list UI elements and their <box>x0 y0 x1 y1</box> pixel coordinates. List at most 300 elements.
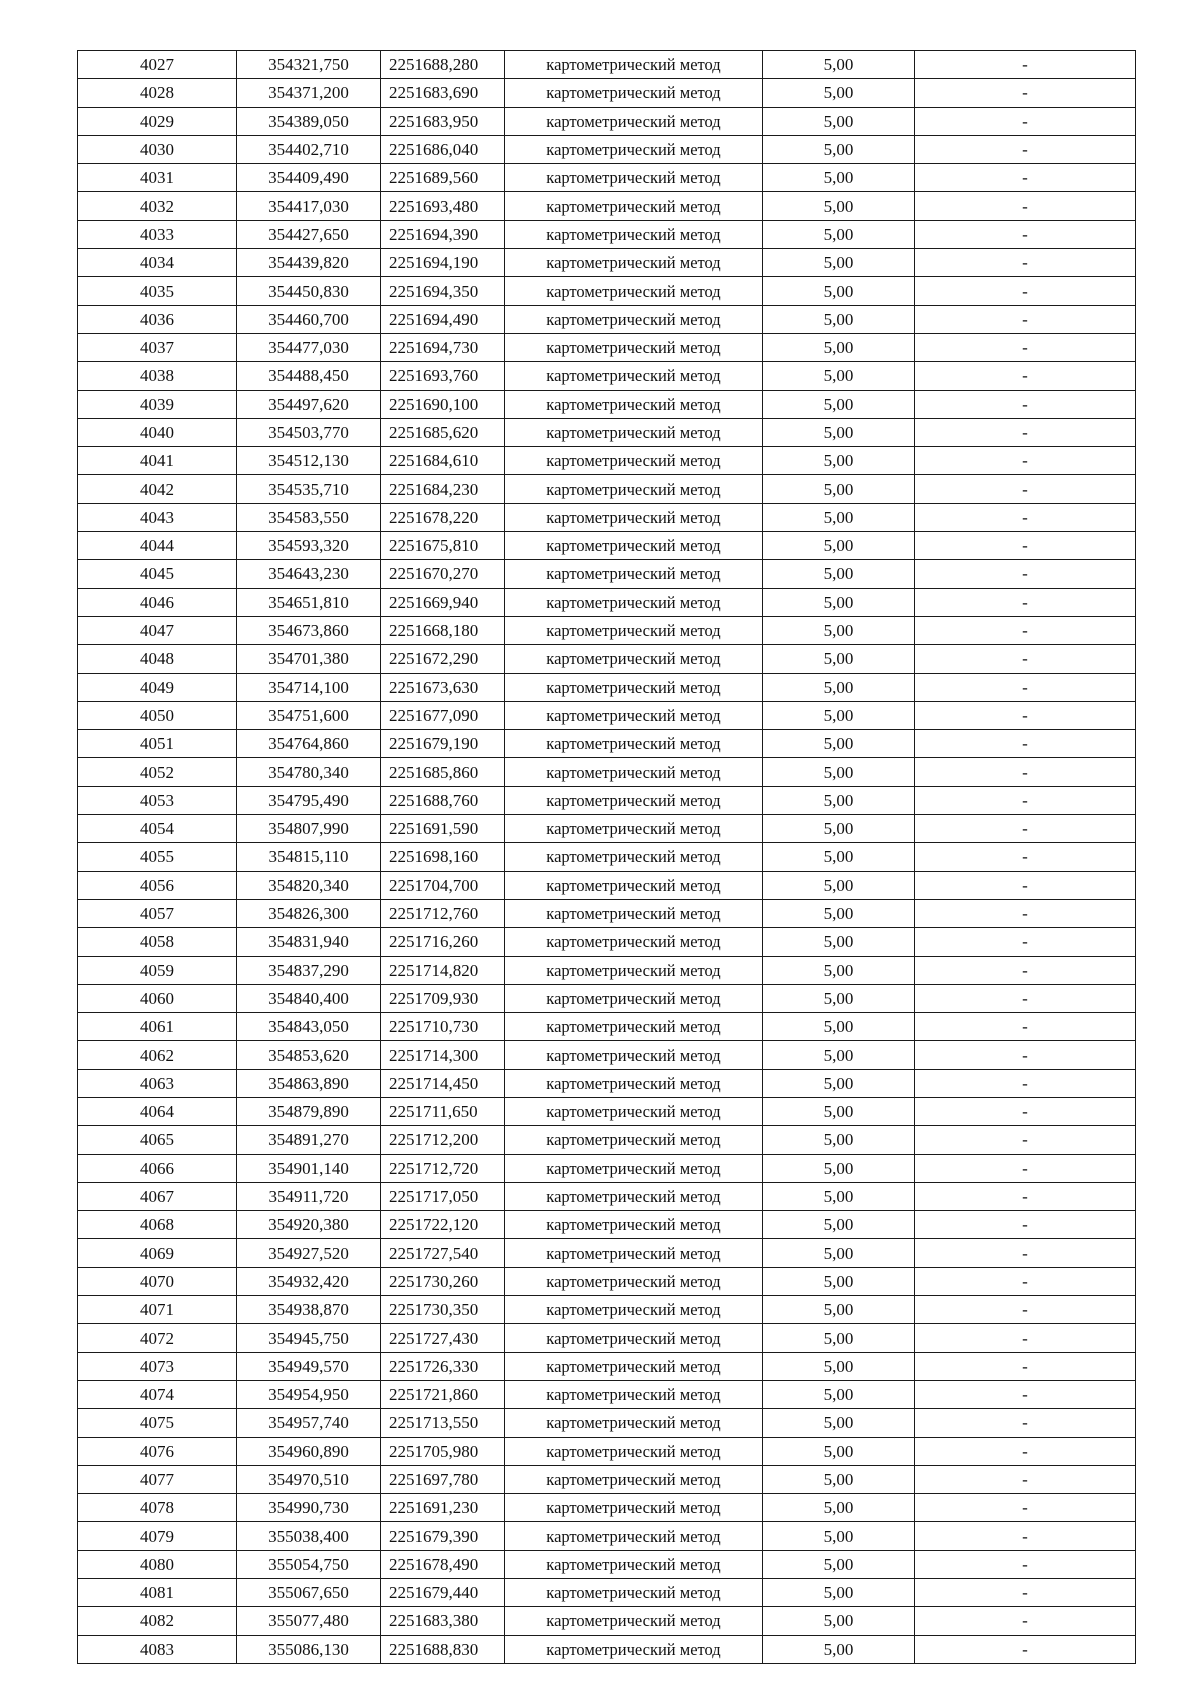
method-cell: картометрический метод <box>505 1097 763 1125</box>
table-row <box>78 418 1136 446</box>
point-number-cell: 4034 <box>78 249 237 277</box>
accuracy-cell: 5,00 <box>763 475 915 503</box>
method-cell: картометрический метод <box>505 701 763 729</box>
x-coordinate-cell: 354497,620 <box>237 390 381 418</box>
y-coordinate-cell: 2251730,350 <box>381 1296 505 1324</box>
accuracy-cell: 5,00 <box>763 1352 915 1380</box>
x-coordinate-cell: 354439,820 <box>237 249 381 277</box>
description-cell: - <box>915 984 1136 1012</box>
description-cell: - <box>915 1211 1136 1239</box>
description-cell: - <box>915 1126 1136 1154</box>
description-cell: - <box>915 107 1136 135</box>
point-number-cell: 4041 <box>78 447 237 475</box>
point-number-cell: 4073 <box>78 1352 237 1380</box>
y-coordinate-cell: 2251668,180 <box>381 616 505 644</box>
description-cell: - <box>915 192 1136 220</box>
table-row <box>78 249 1136 277</box>
y-coordinate-cell: 2251717,050 <box>381 1182 505 1210</box>
x-coordinate-cell: 354863,890 <box>237 1069 381 1097</box>
x-coordinate-cell: 354853,620 <box>237 1041 381 1069</box>
method-cell: картометрический метод <box>505 1607 763 1635</box>
point-number-cell: 4055 <box>78 843 237 871</box>
method-cell: картометрический метод <box>505 277 763 305</box>
y-coordinate-cell: 2251694,730 <box>381 333 505 361</box>
x-coordinate-cell: 354460,700 <box>237 305 381 333</box>
y-coordinate-cell: 2251688,760 <box>381 786 505 814</box>
table-row <box>78 1324 1136 1352</box>
point-number-cell: 4048 <box>78 645 237 673</box>
x-coordinate-cell: 354807,990 <box>237 815 381 843</box>
point-number-cell: 4076 <box>78 1437 237 1465</box>
accuracy-cell: 5,00 <box>763 758 915 786</box>
accuracy-cell: 5,00 <box>763 1069 915 1097</box>
point-number-cell: 4074 <box>78 1380 237 1408</box>
x-coordinate-cell: 354450,830 <box>237 277 381 305</box>
accuracy-cell: 5,00 <box>763 1182 915 1210</box>
point-number-cell: 4056 <box>78 871 237 899</box>
point-number-cell: 4029 <box>78 107 237 135</box>
x-coordinate-cell: 354901,140 <box>237 1154 381 1182</box>
point-number-cell: 4037 <box>78 333 237 361</box>
y-coordinate-cell: 2251694,350 <box>381 277 505 305</box>
y-coordinate-cell: 2251686,040 <box>381 135 505 163</box>
y-coordinate-cell: 2251677,090 <box>381 701 505 729</box>
y-coordinate-cell: 2251704,700 <box>381 871 505 899</box>
table-row <box>78 871 1136 899</box>
method-cell: картометрический метод <box>505 475 763 503</box>
table-row <box>78 758 1136 786</box>
description-cell: - <box>915 1635 1136 1663</box>
method-cell: картометрический метод <box>505 192 763 220</box>
method-cell: картометрический метод <box>505 786 763 814</box>
accuracy-cell: 5,00 <box>763 1494 915 1522</box>
y-coordinate-cell: 2251727,540 <box>381 1239 505 1267</box>
method-cell: картометрический метод <box>505 928 763 956</box>
y-coordinate-cell: 2251679,390 <box>381 1522 505 1550</box>
table-row <box>78 1069 1136 1097</box>
y-coordinate-cell: 2251714,300 <box>381 1041 505 1069</box>
table-row <box>78 843 1136 871</box>
point-number-cell: 4046 <box>78 588 237 616</box>
method-cell: картометрический метод <box>505 1182 763 1210</box>
y-coordinate-cell: 2251685,860 <box>381 758 505 786</box>
point-number-cell: 4062 <box>78 1041 237 1069</box>
method-cell: картометрический метод <box>505 1296 763 1324</box>
x-coordinate-cell: 354389,050 <box>237 107 381 135</box>
x-coordinate-cell: 354371,200 <box>237 79 381 107</box>
accuracy-cell: 5,00 <box>763 107 915 135</box>
x-coordinate-cell: 354593,320 <box>237 532 381 560</box>
accuracy-cell: 5,00 <box>763 333 915 361</box>
description-cell: - <box>915 701 1136 729</box>
method-cell: картометрический метод <box>505 560 763 588</box>
accuracy-cell: 5,00 <box>763 730 915 758</box>
point-number-cell: 4059 <box>78 956 237 984</box>
y-coordinate-cell: 2251730,260 <box>381 1267 505 1295</box>
table-row <box>78 560 1136 588</box>
description-cell: - <box>915 588 1136 616</box>
point-number-cell: 4068 <box>78 1211 237 1239</box>
point-number-cell: 4043 <box>78 503 237 531</box>
table-row <box>78 1607 1136 1635</box>
description-cell: - <box>915 51 1136 79</box>
point-number-cell: 4057 <box>78 899 237 927</box>
x-coordinate-cell: 354321,750 <box>237 51 381 79</box>
table-row <box>78 220 1136 248</box>
method-cell: картометрический метод <box>505 1465 763 1493</box>
accuracy-cell: 5,00 <box>763 418 915 446</box>
point-number-cell: 4060 <box>78 984 237 1012</box>
y-coordinate-cell: 2251683,380 <box>381 1607 505 1635</box>
accuracy-cell: 5,00 <box>763 1579 915 1607</box>
table-row <box>78 1465 1136 1493</box>
accuracy-cell: 5,00 <box>763 815 915 843</box>
method-cell: картометрический метод <box>505 390 763 418</box>
y-coordinate-cell: 2251712,720 <box>381 1154 505 1182</box>
y-coordinate-cell: 2251672,290 <box>381 645 505 673</box>
accuracy-cell: 5,00 <box>763 220 915 248</box>
table-row <box>78 1182 1136 1210</box>
description-cell: - <box>915 503 1136 531</box>
y-coordinate-cell: 2251713,550 <box>381 1409 505 1437</box>
y-coordinate-cell: 2251685,620 <box>381 418 505 446</box>
method-cell: картометрический метод <box>505 1069 763 1097</box>
method-cell: картометрический метод <box>505 1409 763 1437</box>
x-coordinate-cell: 354960,890 <box>237 1437 381 1465</box>
description-cell: - <box>915 333 1136 361</box>
method-cell: картометрический метод <box>505 362 763 390</box>
x-coordinate-cell: 354970,510 <box>237 1465 381 1493</box>
y-coordinate-cell: 2251705,980 <box>381 1437 505 1465</box>
accuracy-cell: 5,00 <box>763 984 915 1012</box>
x-coordinate-cell: 354957,740 <box>237 1409 381 1437</box>
y-coordinate-cell: 2251669,940 <box>381 588 505 616</box>
accuracy-cell: 5,00 <box>763 447 915 475</box>
x-coordinate-cell: 354701,380 <box>237 645 381 673</box>
x-coordinate-cell: 354751,600 <box>237 701 381 729</box>
table-row <box>78 1635 1136 1663</box>
point-number-cell: 4066 <box>78 1154 237 1182</box>
table-row <box>78 984 1136 1012</box>
table-row <box>78 1041 1136 1069</box>
y-coordinate-cell: 2251694,190 <box>381 249 505 277</box>
x-coordinate-cell: 354949,570 <box>237 1352 381 1380</box>
x-coordinate-cell: 354427,650 <box>237 220 381 248</box>
x-coordinate-cell: 354488,450 <box>237 362 381 390</box>
description-cell: - <box>915 362 1136 390</box>
description-cell: - <box>915 1154 1136 1182</box>
point-number-cell: 4032 <box>78 192 237 220</box>
x-coordinate-cell: 354911,720 <box>237 1182 381 1210</box>
method-cell: картометрический метод <box>505 135 763 163</box>
x-coordinate-cell: 355077,480 <box>237 1607 381 1635</box>
method-cell: картометрический метод <box>505 956 763 984</box>
x-coordinate-cell: 354826,300 <box>237 899 381 927</box>
coordinates-table <box>77 50 1136 1664</box>
description-cell: - <box>915 730 1136 758</box>
point-number-cell: 4061 <box>78 1013 237 1041</box>
method-cell: картометрический метод <box>505 79 763 107</box>
x-coordinate-cell: 354815,110 <box>237 843 381 871</box>
accuracy-cell: 5,00 <box>763 1296 915 1324</box>
x-coordinate-cell: 354651,810 <box>237 588 381 616</box>
table-row <box>78 1239 1136 1267</box>
accuracy-cell: 5,00 <box>763 928 915 956</box>
y-coordinate-cell: 2251721,860 <box>381 1380 505 1408</box>
accuracy-cell: 5,00 <box>763 1635 915 1663</box>
description-cell: - <box>915 1437 1136 1465</box>
x-coordinate-cell: 354843,050 <box>237 1013 381 1041</box>
x-coordinate-cell: 355067,650 <box>237 1579 381 1607</box>
y-coordinate-cell: 2251694,490 <box>381 305 505 333</box>
point-number-cell: 4064 <box>78 1097 237 1125</box>
point-number-cell: 4083 <box>78 1635 237 1663</box>
y-coordinate-cell: 2251679,440 <box>381 1579 505 1607</box>
table-row <box>78 616 1136 644</box>
method-cell: картометрический метод <box>505 730 763 758</box>
table-row <box>78 192 1136 220</box>
table-row <box>78 447 1136 475</box>
accuracy-cell: 5,00 <box>763 616 915 644</box>
method-cell: картометрический метод <box>505 51 763 79</box>
accuracy-cell: 5,00 <box>763 192 915 220</box>
table-row <box>78 305 1136 333</box>
y-coordinate-cell: 2251673,630 <box>381 673 505 701</box>
point-number-cell: 4035 <box>78 277 237 305</box>
point-number-cell: 4050 <box>78 701 237 729</box>
y-coordinate-cell: 2251722,120 <box>381 1211 505 1239</box>
y-coordinate-cell: 2251727,430 <box>381 1324 505 1352</box>
table-row <box>78 1211 1136 1239</box>
description-cell: - <box>915 1296 1136 1324</box>
table-row <box>78 1494 1136 1522</box>
accuracy-cell: 5,00 <box>763 79 915 107</box>
description-cell: - <box>915 1324 1136 1352</box>
x-coordinate-cell: 354990,730 <box>237 1494 381 1522</box>
accuracy-cell: 5,00 <box>763 560 915 588</box>
y-coordinate-cell: 2251694,390 <box>381 220 505 248</box>
description-cell: - <box>915 899 1136 927</box>
point-number-cell: 4079 <box>78 1522 237 1550</box>
y-coordinate-cell: 2251691,230 <box>381 1494 505 1522</box>
accuracy-cell: 5,00 <box>763 1522 915 1550</box>
accuracy-cell: 5,00 <box>763 899 915 927</box>
method-cell: картометрический метод <box>505 220 763 248</box>
table-row <box>78 1522 1136 1550</box>
method-cell: картометрический метод <box>505 532 763 560</box>
table-row <box>78 1437 1136 1465</box>
method-cell: картометрический метод <box>505 843 763 871</box>
table-row <box>78 701 1136 729</box>
method-cell: картометрический метод <box>505 305 763 333</box>
x-coordinate-cell: 354932,420 <box>237 1267 381 1295</box>
point-number-cell: 4045 <box>78 560 237 588</box>
y-coordinate-cell: 2251712,200 <box>381 1126 505 1154</box>
x-coordinate-cell: 354920,380 <box>237 1211 381 1239</box>
y-coordinate-cell: 2251726,330 <box>381 1352 505 1380</box>
x-coordinate-cell: 354954,950 <box>237 1380 381 1408</box>
point-number-cell: 4049 <box>78 673 237 701</box>
method-cell: картометрический метод <box>505 1013 763 1041</box>
accuracy-cell: 5,00 <box>763 1550 915 1578</box>
description-cell: - <box>915 475 1136 503</box>
accuracy-cell: 5,00 <box>763 1097 915 1125</box>
y-coordinate-cell: 2251712,760 <box>381 899 505 927</box>
y-coordinate-cell: 2251711,650 <box>381 1097 505 1125</box>
method-cell: картометрический метод <box>505 758 763 786</box>
description-cell: - <box>915 1465 1136 1493</box>
method-cell: картометрический метод <box>505 588 763 616</box>
point-number-cell: 4077 <box>78 1465 237 1493</box>
description-cell: - <box>915 1239 1136 1267</box>
accuracy-cell: 5,00 <box>763 1409 915 1437</box>
method-cell: картометрический метод <box>505 1494 763 1522</box>
accuracy-cell: 5,00 <box>763 673 915 701</box>
method-cell: картометрический метод <box>505 1154 763 1182</box>
table-row <box>78 1296 1136 1324</box>
method-cell: картометрический метод <box>505 503 763 531</box>
table-row <box>78 79 1136 107</box>
description-cell: - <box>915 815 1136 843</box>
accuracy-cell: 5,00 <box>763 1013 915 1041</box>
description-cell: - <box>915 673 1136 701</box>
x-coordinate-cell: 354891,270 <box>237 1126 381 1154</box>
point-number-cell: 4071 <box>78 1296 237 1324</box>
accuracy-cell: 5,00 <box>763 1465 915 1493</box>
description-cell: - <box>915 1550 1136 1578</box>
point-number-cell: 4036 <box>78 305 237 333</box>
point-number-cell: 4070 <box>78 1267 237 1295</box>
table-row <box>78 645 1136 673</box>
accuracy-cell: 5,00 <box>763 1607 915 1635</box>
method-cell: картометрический метод <box>505 1380 763 1408</box>
x-coordinate-cell: 354503,770 <box>237 418 381 446</box>
table-row <box>78 51 1136 79</box>
x-coordinate-cell: 354780,340 <box>237 758 381 786</box>
table-row <box>78 475 1136 503</box>
description-cell: - <box>915 1182 1136 1210</box>
method-cell: картометрический метод <box>505 645 763 673</box>
point-number-cell: 4067 <box>78 1182 237 1210</box>
accuracy-cell: 5,00 <box>763 1239 915 1267</box>
y-coordinate-cell: 2251714,820 <box>381 956 505 984</box>
y-coordinate-cell: 2251693,760 <box>381 362 505 390</box>
description-cell: - <box>915 532 1136 560</box>
x-coordinate-cell: 354643,230 <box>237 560 381 588</box>
point-number-cell: 4078 <box>78 1494 237 1522</box>
x-coordinate-cell: 354938,870 <box>237 1296 381 1324</box>
y-coordinate-cell: 2251689,560 <box>381 164 505 192</box>
method-cell: картометрический метод <box>505 107 763 135</box>
description-cell: - <box>915 1013 1136 1041</box>
description-cell: - <box>915 1579 1136 1607</box>
description-cell: - <box>915 1097 1136 1125</box>
point-number-cell: 4038 <box>78 362 237 390</box>
x-coordinate-cell: 355054,750 <box>237 1550 381 1578</box>
description-cell: - <box>915 79 1136 107</box>
accuracy-cell: 5,00 <box>763 362 915 390</box>
point-number-cell: 4027 <box>78 51 237 79</box>
y-coordinate-cell: 2251688,280 <box>381 51 505 79</box>
table-row <box>78 673 1136 701</box>
x-coordinate-cell: 354927,520 <box>237 1239 381 1267</box>
accuracy-cell: 5,00 <box>763 532 915 560</box>
accuracy-cell: 5,00 <box>763 1126 915 1154</box>
method-cell: картометрический метод <box>505 899 763 927</box>
y-coordinate-cell: 2251693,480 <box>381 192 505 220</box>
point-number-cell: 4033 <box>78 220 237 248</box>
description-cell: - <box>915 1352 1136 1380</box>
point-number-cell: 4069 <box>78 1239 237 1267</box>
x-coordinate-cell: 354831,940 <box>237 928 381 956</box>
table-row <box>78 1154 1136 1182</box>
table-row <box>78 1352 1136 1380</box>
y-coordinate-cell: 2251684,610 <box>381 447 505 475</box>
description-cell: - <box>915 956 1136 984</box>
point-number-cell: 4051 <box>78 730 237 758</box>
x-coordinate-cell: 355038,400 <box>237 1522 381 1550</box>
description-cell: - <box>915 843 1136 871</box>
x-coordinate-cell: 354512,130 <box>237 447 381 475</box>
description-cell: - <box>915 390 1136 418</box>
point-number-cell: 4054 <box>78 815 237 843</box>
point-number-cell: 4082 <box>78 1607 237 1635</box>
method-cell: картометрический метод <box>505 418 763 446</box>
table-row <box>78 1097 1136 1125</box>
description-cell: - <box>915 1069 1136 1097</box>
point-number-cell: 4047 <box>78 616 237 644</box>
accuracy-cell: 5,00 <box>763 1267 915 1295</box>
method-cell: картометрический метод <box>505 1579 763 1607</box>
description-cell: - <box>915 418 1136 446</box>
x-coordinate-cell: 354879,890 <box>237 1097 381 1125</box>
method-cell: картометрический метод <box>505 447 763 475</box>
x-coordinate-cell: 354945,750 <box>237 1324 381 1352</box>
description-cell: - <box>915 135 1136 163</box>
method-cell: картометрический метод <box>505 164 763 192</box>
accuracy-cell: 5,00 <box>763 390 915 418</box>
accuracy-cell: 5,00 <box>763 645 915 673</box>
table-row <box>78 730 1136 758</box>
table-row <box>78 362 1136 390</box>
accuracy-cell: 5,00 <box>763 51 915 79</box>
y-coordinate-cell: 2251710,730 <box>381 1013 505 1041</box>
table-row <box>78 899 1136 927</box>
y-coordinate-cell: 2251698,160 <box>381 843 505 871</box>
accuracy-cell: 5,00 <box>763 277 915 305</box>
coordinates-table-body <box>78 51 1136 1664</box>
method-cell: картометрический метод <box>505 1352 763 1380</box>
accuracy-cell: 5,00 <box>763 1380 915 1408</box>
description-cell: - <box>915 1380 1136 1408</box>
method-cell: картометрический метод <box>505 616 763 644</box>
description-cell: - <box>915 249 1136 277</box>
table-row <box>78 1579 1136 1607</box>
x-coordinate-cell: 354583,550 <box>237 503 381 531</box>
accuracy-cell: 5,00 <box>763 305 915 333</box>
accuracy-cell: 5,00 <box>763 164 915 192</box>
x-coordinate-cell: 354840,400 <box>237 984 381 1012</box>
x-coordinate-cell: 354795,490 <box>237 786 381 814</box>
x-coordinate-cell: 354820,340 <box>237 871 381 899</box>
description-cell: - <box>915 616 1136 644</box>
table-row <box>78 1126 1136 1154</box>
table-row <box>78 333 1136 361</box>
point-number-cell: 4053 <box>78 786 237 814</box>
point-number-cell: 4028 <box>78 79 237 107</box>
table-row <box>78 277 1136 305</box>
point-number-cell: 4031 <box>78 164 237 192</box>
